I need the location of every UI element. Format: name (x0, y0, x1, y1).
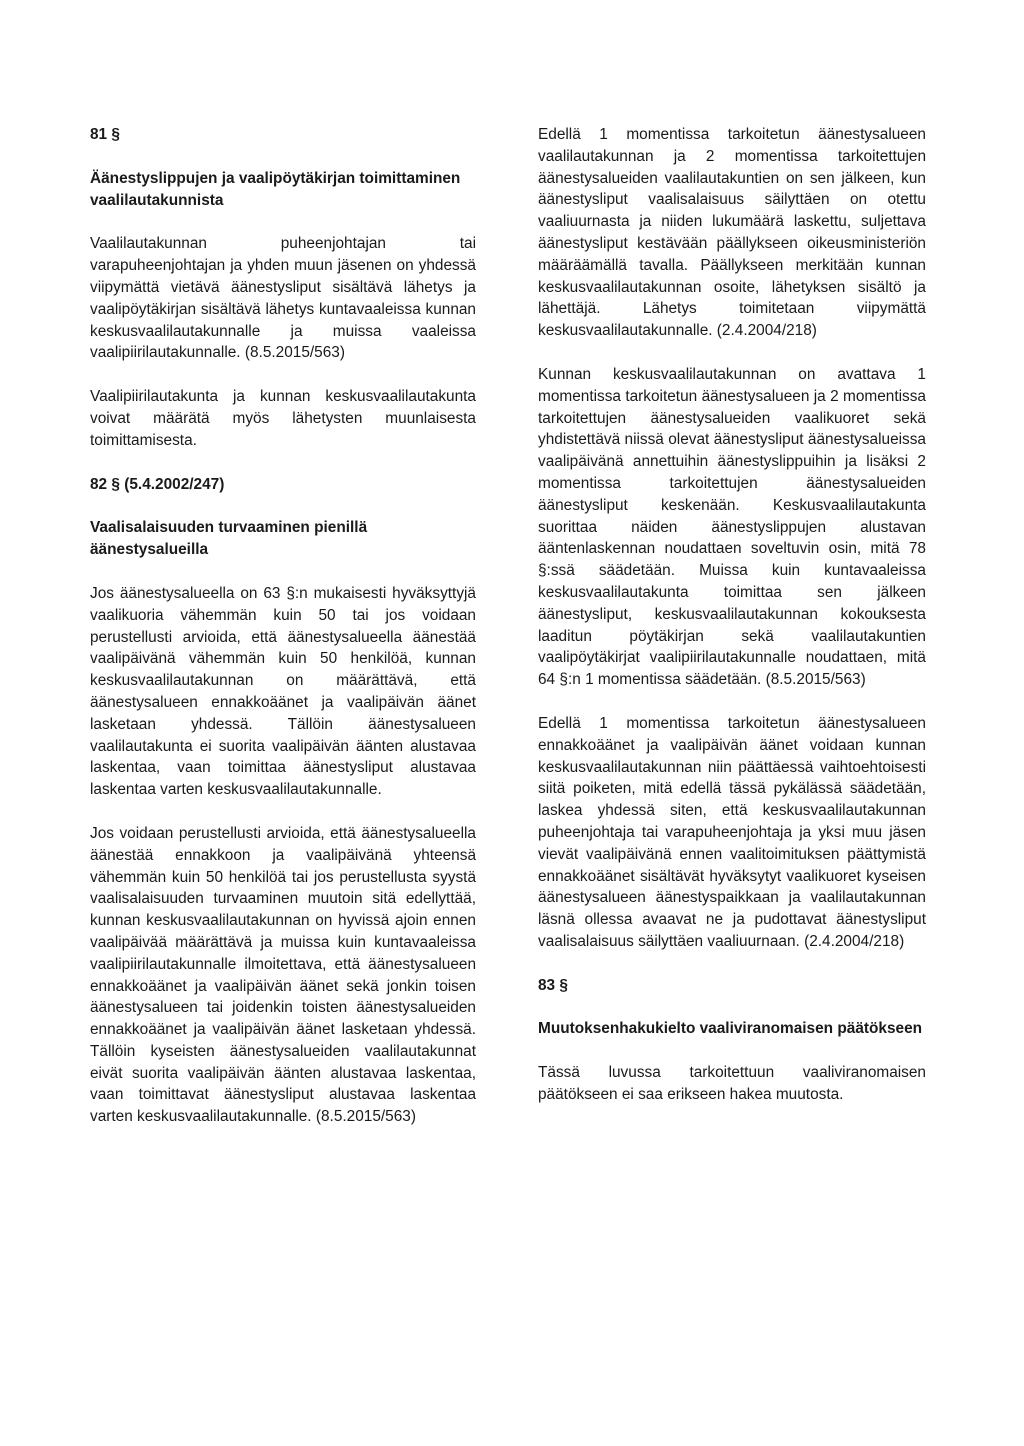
section-81-title: Äänestyslippujen ja vaalipöytäkirjan toimittaminen vaalilautakunnista (90, 169, 461, 209)
section-81-paragraph-1: Vaalilautakunnan puheenjohtajan tai varapuheenjohtajan ja yhden muun jäsenen on yhdessä viipymättä vietävä äänestysliput sisältävä lähetys ja vaalipöytäkirjan sisältävä lähetys kuntavaaleissa kunnan keskusvaalilautakunnalle ja muissa vaaleissa vaalipiirilautakunnalle. (8.5.2015/563) (90, 235, 476, 362)
section-82-paragraph-4: Kunnan keskusvaalilautakunnan on avattava 1 momentissa tarkoitetun äänestysalueen ja 2 momentissa tarkoitettujen äänestysalueiden vaalikuoret sekä yhdistettävä niissä olevat äänestysliput äänestysalueissa vaalipäivänä annettuihin äänestyslippuihin ja lisäksi 2 momentissa tarkoitettujen äänestysalueiden äänestysliput keskenään. Keskusvaalilautakunta suorittaa näiden äänestyslippujen alustavan ääntenlaskennan noudattaen soveltuvin osin, mitä 78 §:ssä säädetään. Muissa kuin kuntavaaleissa keskusvaalilautakunta toimittaa sen jälkeen äänestysliput, keskusvaalilautakunnan kokouksesta laaditun pöytäkirjan sekä vaalilautakuntien vaalipöytäkirjat vaalipiirilautakunnalle noudattaen, mitä 64 §:n 1 momentissa säädetään. (8.5.2015/563) (538, 365, 926, 689)
section-82-paragraph-5: Edellä 1 momentissa tarkoitetun äänestysalueen ennakkoäänet ja vaalipäivän äänet voidaan kunnan keskusvaalilautakunnan niin päättäessä vaihtoehtoisesti siitä poiketen, mitä edellä tässä pykälässä säädetään, laskea yhdessä siten, että keskusvaalilautakunnan puheenjohtaja tai varapuheenjohtaja ja yksi muu jäsen vievät vaalipäivänä ennen vaalitoimituksen päättymistä ennakkoäänet sisältävät hyväksytyt vaalikuoret kyseisen äänestysalueen äänestyspaikkaan ja vaalilautakunnan läsnä ollessa avaavat ne ja pudottavat äänestysliput vaalisalaisuus säilyttäen vaaliuurnaan. (2.4.2004/218) (538, 714, 926, 950)
section-82-paragraph-3: Edellä 1 momentissa tarkoitetun äänestysalueen vaalilautakunnan ja 2 momentissa tarkoitettujen äänestysalueiden vaalilautakuntien on sen jälkeen, kun äänestysliput vaalisalaisuus säilyttäen on otettu vaaliuurnasta ja niiden lukumäärä laskettu, suljettava äänestysliput kestävään päällykseen oikeusministeriön määräämällä tavalla. Päällykseen merkitään kunnan keskusvaalilautakunnan osoite, lähetyksen sisältö ja lähettäjä. Lähetys toimitetaan viipymättä keskusvaalilautakunnalle. (2.4.2004/218) (538, 126, 926, 340)
section-83-number: 83 § (538, 976, 568, 994)
section-82-title: Vaalisalaisuuden turvaaminen pienillä äänestysalueilla (90, 519, 368, 559)
section-81-paragraph-2: Vaalipiirilautakunta ja kunnan keskusvaalilautakunta voivat määrätä myös lähetysten muunlaisesta toimittamisesta. (90, 388, 476, 449)
section-82-paragraph-1: Jos äänestysalueella on 63 §:n mukaisesti hyväksyttyjä vaalikuoria vähemmän kuin 50 tai jos voidaan perustellusti arvioida, että äänestysalueella äänestää vaalipäivänä vähemmän kuin 50 henkilöä, kunnan keskusvaalilautakunnan on määrättävä, että äänestysalueen ennakkoäänet ja vaalipäivän äänet lasketaan yhdessä. Tällöin äänestysalueen vaalilautakunta ei suorita vaalipäivän äänten alustavaa laskentaa, vaan toimittaa äänestysliput alustavaa laskentaa varten keskusvaalilautakunnalle. (90, 584, 476, 799)
left-column (90, 124, 476, 1128)
section-81-number: 81 § (90, 126, 120, 143)
section-82-number: 82 § (5.4.2002/247) (90, 475, 225, 493)
section-83-title: Muutoksenhakukielto vaaliviranomaisen päätökseen (538, 1020, 923, 1038)
right-column (538, 124, 926, 1106)
section-83-paragraph-1: Tässä luvussa tarkoitettuun vaaliviranomaisen päätökseen ei saa erikseen hakea muutosta. (538, 1064, 926, 1104)
section-82-paragraph-2: Jos voidaan perustellusti arvioida, että äänestysalueella äänestää ennakkoon ja vaalipäivänä yhteensä vähemmän kuin 50 henkilöä tai jos perustellusta syystä vaalisalaisuuden turvaaminen muutoin sitä edellyttää, kunnan keskusvaalilautakunnan on hyvissä ajoin ennen vaalipäivää määrättävä ja muissa kuin kuntavaaleissa vaalipiirilautakunnalle ilmoitettava, että äänestysalueen ennakkoäänet ja vaalipäivän äänet sekä jonkin toisen äänestysalueen tai joidenkin toisten äänestysalueiden ennakkoäänet ja vaalipäivän äänet lasketaan yhdessä. Tällöin kyseisten äänestysalueiden vaalilautakunnat eivät suorita vaalipäivän äänten alustavaa laskentaa, vaan toimittavat äänestysliput alustavaa laskentaa varten keskusvaalilautakunnalle. (8.5.2015/563) (90, 824, 476, 1126)
